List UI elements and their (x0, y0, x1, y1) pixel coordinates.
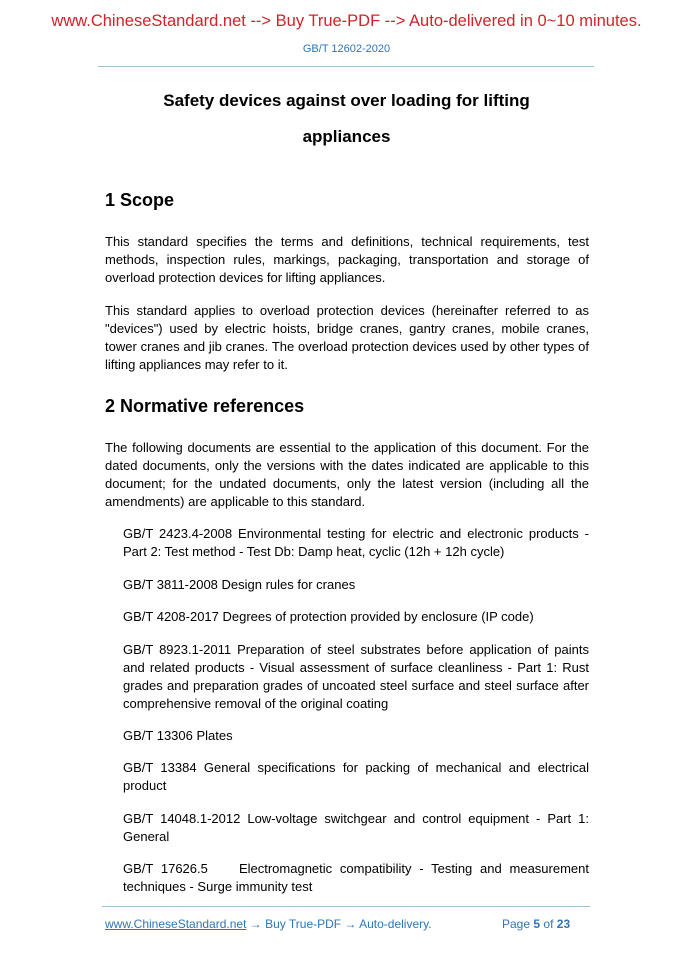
reference-item: GB/T 4208-2017 Degrees of protection provided by enclosure (IP code) (123, 609, 534, 624)
footer-left (105, 917, 432, 931)
section-heading-scope: 1 Scope (105, 190, 175, 210)
section-heading-normative-references: 2 Normative references (105, 396, 305, 416)
page-label: Page (502, 917, 531, 931)
footer-divider (102, 906, 590, 907)
footer-site-link[interactable]: www.ChineseStandard.net (105, 917, 247, 931)
reference-item: GB/T 13384 General specifications for packing of mechanical and electrical product (123, 760, 589, 793)
scope-paragraph-2: This standard applies to overload protection devices (hereinafter referred to as "devices") used by electric hoists, bridge cranes, gantry cranes, mobile cranes, tower cranes and jib cranes. The overload protection devices used by other types of lifting appliances may refer to it. (105, 303, 589, 372)
page-total: 23 (556, 917, 571, 931)
header-banner[interactable]: www.ChineseStandard.net --> Buy True-PDF --> Auto-delivered in 0~10 minutes. (51, 12, 642, 30)
references-intro-paragraph: The following documents are essential to the application of this document. For the dated documents, only the versions with the dates indicated are applicable to this document; for the undated documents, only the latest version (including all the amendments) are applicable to this standard. (105, 440, 589, 509)
reference-item: GB/T 3811-2008 Design rules for cranes (123, 577, 356, 592)
document-title-line1: Safety devices against over loading for lifting (163, 91, 530, 110)
page-of: of (543, 917, 554, 931)
header-divider (98, 66, 594, 67)
reference-item: GB/T 14048.1-2012 Low-voltage switchgear and control equipment - Part 1: General (123, 811, 589, 844)
reference-item: GB/T 8923.1-2011 Preparation of steel substrates before application of paints and related products - Visual assessment of surface cleanliness - Part 1: Rust grades and preparation grades of uncoated steel surface and steel surface after comprehensive removal of the original coating (123, 642, 589, 711)
document-code: GB/T 12602-2020 (302, 43, 391, 55)
reference-item: GB/T 13306 Plates (123, 728, 233, 743)
reference-item: GB/T 2423.4-2008 Environmental testing for electric and electronic products - Part 2: Test method - Test Db: Damp heat, cyclic (12h + 12h cycle) (123, 526, 589, 559)
reference-item: GB/T 17626.5 Electromagnetic compatibility - Testing and measurement techniques - Surge immunity test (123, 861, 593, 894)
scope-paragraph-1: This standard specifies the terms and definitions, technical requirements, test methods, inspection rules, markings, packaging, transportation and storage of overload protection devices for lifting appliances. (105, 234, 589, 285)
page-current: 5 (533, 917, 541, 931)
footer-tail-text: → Buy True-PDF → Auto-delivery. (246, 917, 432, 931)
document-title-line2: appliances (302, 127, 391, 146)
page-indicator (502, 917, 570, 931)
